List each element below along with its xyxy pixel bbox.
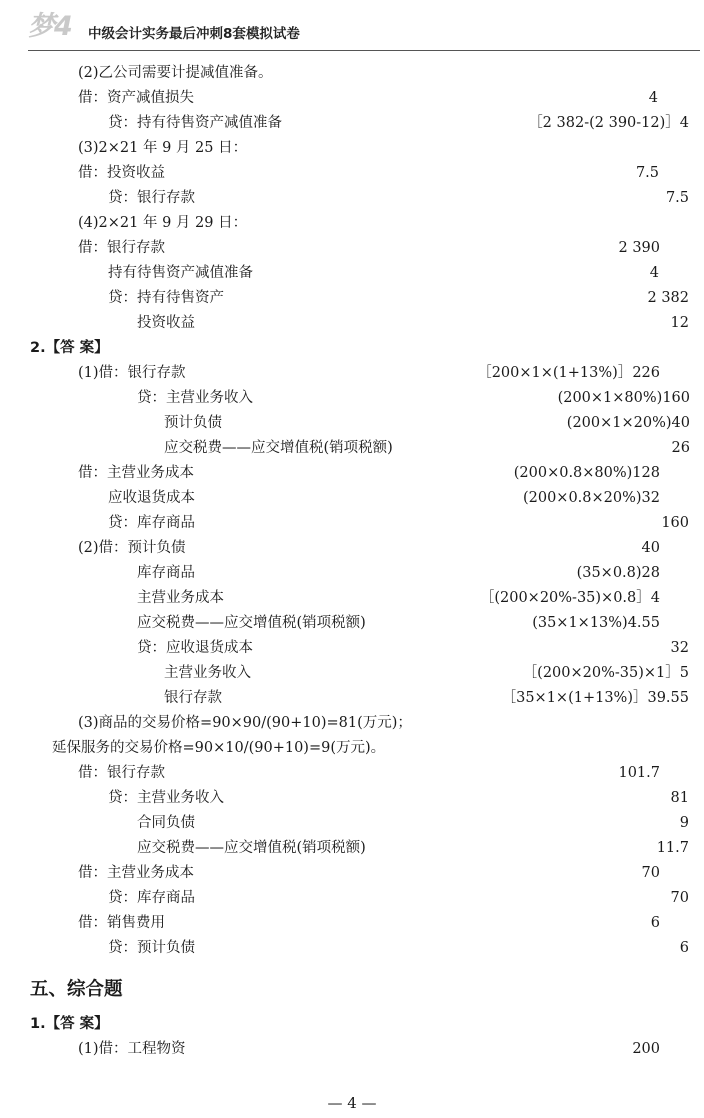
entry-account: 贷：库存商品 — [108, 515, 195, 531]
entry-account: (2)乙公司需要计提减值准备。 — [78, 65, 273, 81]
entry-amount: (200×0.8×80%)128 — [513, 465, 660, 481]
entry-account: 贷：预计负债 — [108, 940, 195, 956]
entry-account: 应交税费——应交增值税(销项税额) — [164, 440, 393, 456]
entry-amount: (200×1×20%)40 — [566, 415, 690, 431]
entry-amount: 2 390 — [618, 240, 660, 256]
section-title: 五、综合题 — [30, 979, 123, 1000]
entry-account: 借：银行存款 — [78, 240, 165, 256]
entry-account: (1)借：银行存款 — [78, 365, 186, 381]
entry-amount: 70 — [641, 865, 660, 881]
entry-amount: 4 — [648, 90, 658, 106]
entry-account: 延保服务的交易价格=90×10/(90+10)=9(万元)。 — [52, 740, 386, 756]
entry-amount: 70 — [670, 890, 689, 906]
entry-account: 借：资产减值损失 — [78, 90, 194, 106]
entry-account: 银行存款 — [164, 690, 222, 706]
entry-amount: (35×0.8)28 — [576, 565, 660, 581]
entry-amount: 26 — [671, 440, 690, 456]
entry-amount: (35×1×13%)4.55 — [532, 615, 660, 631]
entry-account: (4)2×21 年 9 月 29 日： — [78, 215, 248, 231]
entry-amount: ［2 382-(2 390-12)］4 — [528, 115, 689, 131]
entry-amount: ［(200×20%-35)×0.8］4 — [479, 590, 660, 606]
entry-account: 持有待售资产减值准备 — [108, 265, 253, 281]
entry-account: 应交税费——应交增值税(销项税额) — [137, 840, 366, 856]
entry-amount: 6 — [679, 940, 689, 956]
entry-account: 应收退货成本 — [108, 490, 195, 506]
entry-account: 贷：持有待售资产减值准备 — [108, 115, 282, 131]
entry-amount: 11.7 — [656, 840, 689, 856]
entry-amount: 7.5 — [635, 165, 659, 181]
entry-account: (3)商品的交易价格=90×90/(90+10)=81(万元)； — [78, 715, 412, 731]
entry-amount: (200×0.8×20%)32 — [522, 490, 660, 506]
entry-amount: ［(200×20%-35)×1］5 — [522, 665, 689, 681]
entry-account: 借：银行存款 — [78, 765, 165, 781]
entry-amount: 40 — [641, 540, 660, 556]
entry-amount: ［35×1×(1+13%)］39.55 — [501, 690, 689, 706]
entry-account: 借：投资收益 — [78, 165, 165, 181]
entry-account: 预计负债 — [164, 415, 222, 431]
entry-amount: 200 — [632, 1041, 660, 1057]
entry-amount: 81 — [670, 790, 689, 806]
entry-account: 借：主营业务成本 — [78, 865, 194, 881]
entry-account: 库存商品 — [137, 565, 195, 581]
page-number: — 4 — — [327, 1094, 377, 1112]
entry-account: 借：主营业务成本 — [78, 465, 194, 481]
entry-account: 贷：主营业务收入 — [108, 790, 224, 806]
entry-amount: 160 — [661, 515, 689, 531]
entry-amount: ［200×1×(1+13%)］226 — [477, 365, 660, 381]
entry-amount: 9 — [679, 815, 689, 831]
entry-account: 贷：库存商品 — [108, 890, 195, 906]
entry-account: 主营业务成本 — [137, 590, 224, 606]
entry-amount: 12 — [670, 315, 689, 331]
entry-account: (3)2×21 年 9 月 25 日： — [78, 140, 248, 156]
entry-account: 借：销售费用 — [78, 915, 165, 931]
book-title: 中级会计实务最后冲刺8套模拟试卷 — [88, 26, 300, 42]
entry-account: 合同负债 — [137, 815, 195, 831]
answer-heading: 2.【答 案】 — [30, 340, 109, 356]
series-logo: 梦4 — [28, 11, 72, 42]
entry-amount: 32 — [670, 640, 689, 656]
entry-account: 应交税费——应交增值税(销项税额) — [137, 615, 366, 631]
entry-amount: 101.7 — [618, 765, 660, 781]
entry-account: (2)借：预计负债 — [78, 540, 186, 556]
entry-amount: 2 382 — [647, 290, 689, 306]
entry-amount: 4 — [649, 265, 659, 281]
answer-heading: 1.【答 案】 — [30, 1016, 109, 1032]
entry-account: 贷：应收退货成本 — [137, 640, 253, 656]
entry-account: 贷：持有待售资产 — [108, 290, 224, 306]
entry-account: 主营业务收入 — [164, 665, 251, 681]
entry-account: (1)借：工程物资 — [78, 1041, 186, 1057]
entry-account: 贷：主营业务收入 — [137, 390, 253, 406]
entry-amount: 6 — [650, 915, 660, 931]
entry-account: 贷：银行存款 — [108, 190, 195, 206]
entry-amount: (200×1×80%)160 — [557, 390, 690, 406]
entry-amount: 7.5 — [665, 190, 689, 206]
entry-account: 投资收益 — [137, 315, 195, 331]
